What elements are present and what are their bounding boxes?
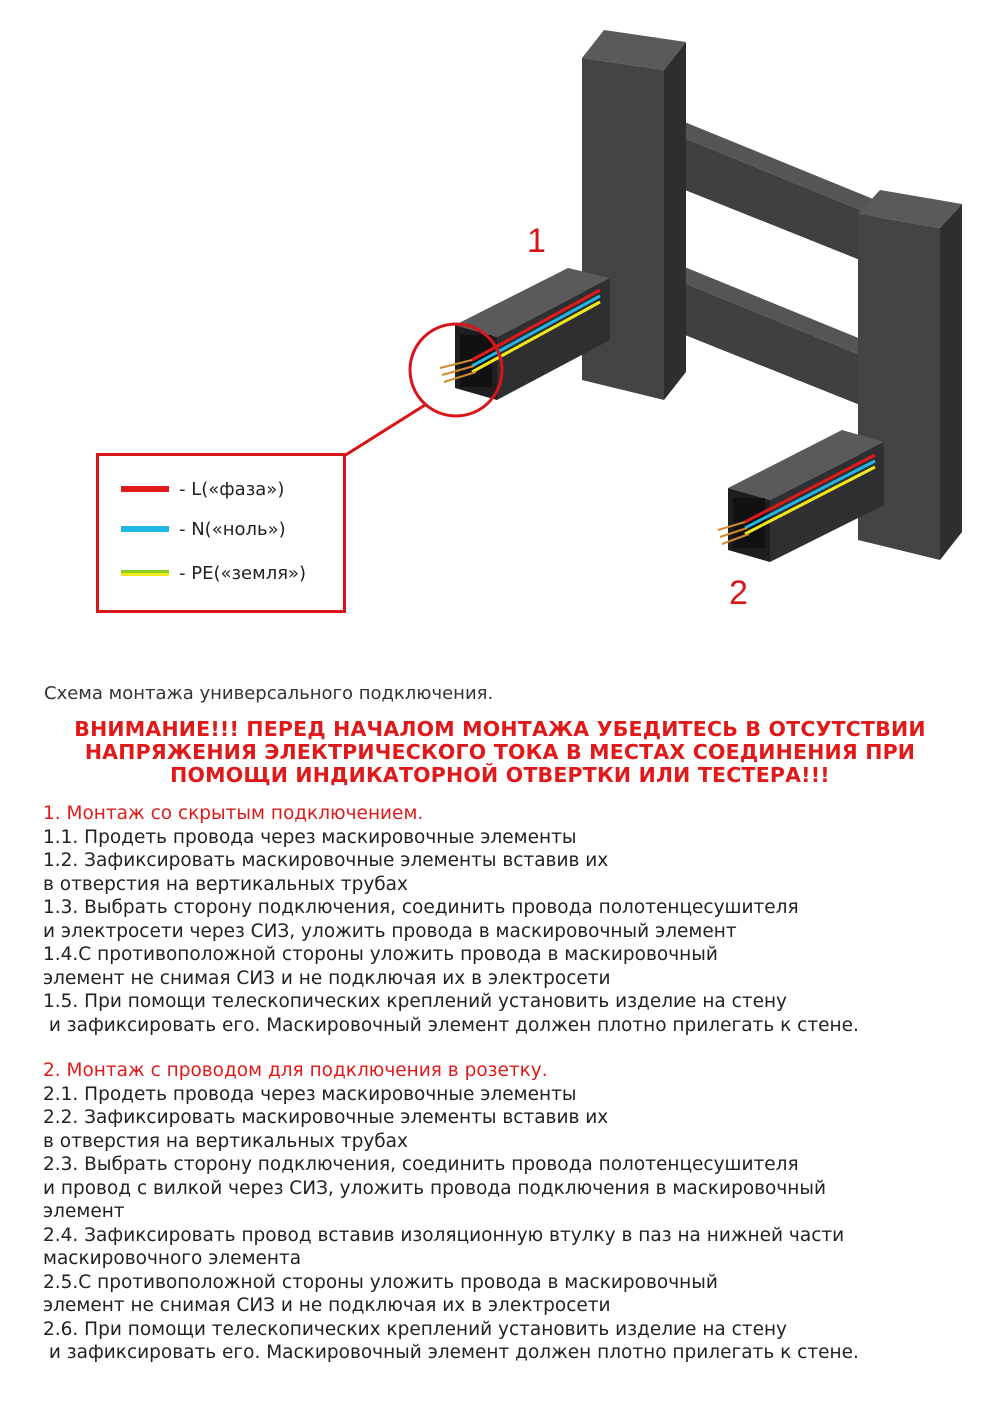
instruction-line: 2.3. Выбрать сторону подключения, соединить провода полотенцесушителя	[43, 1154, 799, 1175]
section-plug-connection	[43, 1059, 859, 1365]
phase-wire-swatch	[121, 486, 169, 492]
instruction-line: 2.5.С противоположной стороны уложить провода в маскировочный	[43, 1271, 718, 1293]
instruction-line: элемент	[43, 1201, 125, 1222]
section-1-heading: 1. Монтаж со скрытым подключением.	[43, 803, 424, 824]
legend-row-phase	[121, 474, 284, 504]
instruction-line: 2.2. Зафиксировать маскировочные элементы вставив их	[43, 1107, 609, 1128]
marker-2: 2	[729, 574, 748, 612]
safety-warning	[40, 718, 960, 787]
zoom-connector	[344, 405, 425, 456]
section-hidden-connection	[43, 802, 859, 1037]
neutral-wire-swatch	[121, 526, 169, 532]
warning-line: ВНИМАНИЕ!!! ПЕРЕД НАЧАЛОМ МОНТАЖА УБЕДИТЕСЬ В ОТСУТСТВИИ	[74, 717, 926, 741]
legend-row-neutral	[121, 514, 286, 544]
warning-line: ПОМОЩИ ИНДИКАТОРНОЙ ОТВЕРТКИ ИЛИ ТЕСТЕРА!!!	[170, 763, 830, 787]
instruction-line: и электросети через СИЗ, уложить провода в маскировочный элемент	[43, 920, 737, 942]
legend-phase-label: - L(«фаза»)	[179, 478, 285, 500]
instruction-line: 2.6. При помощи телескопических креплений установить изделие на стену	[43, 1318, 788, 1340]
instruction-line: 1.2. Зафиксировать маскировочные элементы вставив их	[43, 850, 609, 871]
ground-wire-swatch	[121, 570, 169, 576]
instruction-line: в отверстия на вертикальных трубах	[43, 873, 408, 895]
wire-legend	[96, 453, 346, 613]
legend-ground-label: - PE(«земля»)	[179, 562, 307, 584]
instruction-line: 1.5. При помощи телескопических креплений установить изделие на стену	[43, 991, 788, 1012]
instruction-line: маскировочного элемента	[43, 1248, 302, 1269]
instruction-line: в отверстия на вертикальных трубах	[43, 1130, 408, 1152]
instruction-line: 1.1. Продеть провода через маскировочные элементы	[43, 826, 577, 848]
instruction-line: 1.3. Выбрать сторону подключения, соединить провода полотенцесушителя	[43, 897, 799, 918]
instruction-line: элемент не снимая СИЗ и не подключая их в электросети	[43, 1295, 611, 1316]
marker-1: 1	[527, 222, 546, 260]
masking-element-2	[718, 430, 884, 562]
instruction-line: и провод с вилкой через СИЗ, уложить провода подключения в маскировочный	[43, 1177, 827, 1199]
legend-neutral-label: - N(«ноль»)	[179, 518, 286, 540]
instruction-line: 2.1. Продеть провода через маскировочные элементы	[43, 1083, 577, 1105]
diagram-caption: Схема монтажа универсального подключения.	[44, 683, 494, 704]
section-2-heading: 2. Монтаж с проводом для подключения в розетку.	[43, 1060, 548, 1081]
instruction-line: 1.4.С противоположной стороны уложить провода в маскировочный	[43, 944, 718, 965]
instruction-line: элемент не снимая СИЗ и не подключая их в электросети	[43, 967, 611, 989]
warning-line: НАПРЯЖЕНИЯ ЭЛЕКТРИЧЕСКОГО ТОКА В МЕСТАХ СОЕДИНЕНИЯ ПРИ	[84, 740, 916, 764]
instruction-line: 2.4. Зафиксировать провод вставив изоляционную втулку в паз на нижней части	[43, 1224, 845, 1246]
legend-row-ground	[121, 558, 306, 588]
instruction-line: и зафиксировать его. Маскировочный элемент должен плотно прилегать к стене.	[43, 1342, 859, 1363]
instruction-line: и зафиксировать его. Маскировочный элемент должен плотно прилегать к стене.	[43, 1014, 859, 1036]
